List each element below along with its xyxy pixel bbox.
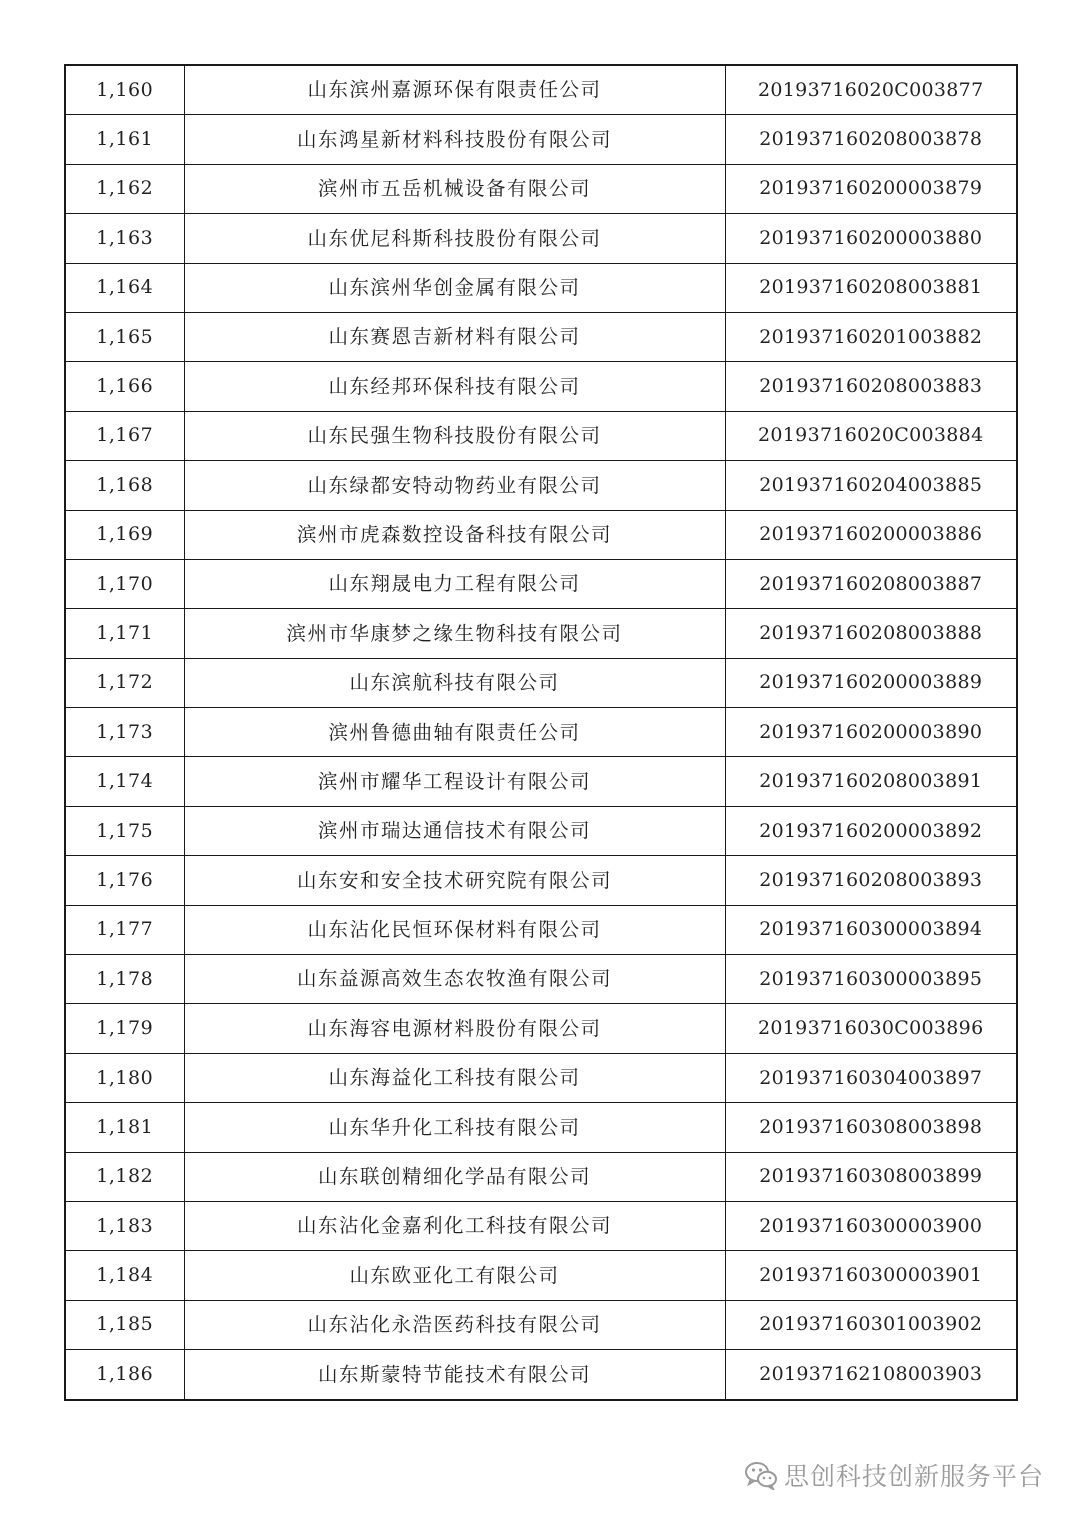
- table-row: [65, 65, 1017, 115]
- registration-code: 201937160200003879: [725, 164, 1017, 213]
- company-name: 滨州市瑞达通信技术有限公司: [184, 806, 725, 855]
- company-name: 山东沾化金嘉利化工科技有限公司: [184, 1201, 725, 1250]
- company-name: 山东滨州嘉源环保有限责任公司: [184, 65, 725, 115]
- registration-code: 201937160200003890: [725, 708, 1017, 757]
- table-row: [65, 806, 1017, 855]
- table-row: [65, 708, 1017, 757]
- registration-code: 201937160301003902: [725, 1300, 1017, 1349]
- registration-code: 201937160200003889: [725, 658, 1017, 707]
- table-row: [65, 263, 1017, 312]
- table-row: [65, 1152, 1017, 1201]
- table-row: [65, 559, 1017, 608]
- registration-code: 201937160208003881: [725, 263, 1017, 312]
- company-name: 山东联创精细化学品有限公司: [184, 1152, 725, 1201]
- row-index: 1,169: [65, 510, 184, 559]
- company-name: 山东沾化永浩医药科技有限公司: [184, 1300, 725, 1349]
- registration-code: 201937160208003883: [725, 362, 1017, 411]
- registration-code: 201937162108003903: [725, 1350, 1017, 1400]
- row-index: 1,184: [65, 1251, 184, 1300]
- table-row: [65, 1300, 1017, 1349]
- table-row: [65, 362, 1017, 411]
- company-name: 山东海益化工科技有限公司: [184, 1053, 725, 1102]
- row-index: 1,179: [65, 1004, 184, 1053]
- watermark: [744, 1457, 1044, 1493]
- registration-code: 201937160300003894: [725, 905, 1017, 954]
- registration-code: 201937160208003893: [725, 856, 1017, 905]
- company-name: 山东斯蒙特节能技术有限公司: [184, 1350, 725, 1400]
- table-row: [65, 905, 1017, 954]
- table-body: [65, 65, 1017, 1400]
- company-name: 山东欧亚化工有限公司: [184, 1251, 725, 1300]
- registration-code: 201937160204003885: [725, 461, 1017, 510]
- company-name: 滨州市五岳机械设备有限公司: [184, 164, 725, 213]
- row-index: 1,161: [65, 115, 184, 164]
- table-row: [65, 856, 1017, 905]
- company-name: 山东民强生物科技股份有限公司: [184, 411, 725, 460]
- registration-code: 20193716030C003896: [725, 1004, 1017, 1053]
- row-index: 1,180: [65, 1053, 184, 1102]
- row-index: 1,167: [65, 411, 184, 460]
- table-row: [65, 411, 1017, 460]
- registration-code: 201937160208003878: [725, 115, 1017, 164]
- registration-code: 201937160208003887: [725, 559, 1017, 608]
- registration-code: 201937160200003880: [725, 214, 1017, 263]
- row-index: 1,177: [65, 905, 184, 954]
- table-row: [65, 757, 1017, 806]
- registration-code: 201937160308003898: [725, 1103, 1017, 1152]
- registration-code: 201937160208003891: [725, 757, 1017, 806]
- company-name: 山东绿都安特动物药业有限公司: [184, 461, 725, 510]
- row-index: 1,181: [65, 1103, 184, 1152]
- registration-code: 201937160304003897: [725, 1053, 1017, 1102]
- row-index: 1,170: [65, 559, 184, 608]
- table-row: [65, 164, 1017, 213]
- company-name: 山东安和安全技术研究院有限公司: [184, 856, 725, 905]
- table-row: [65, 1201, 1017, 1250]
- company-name: 山东海容电源材料股份有限公司: [184, 1004, 725, 1053]
- row-index: 1,162: [65, 164, 184, 213]
- row-index: 1,160: [65, 65, 184, 115]
- row-index: 1,174: [65, 757, 184, 806]
- row-index: 1,168: [65, 461, 184, 510]
- row-index: 1,171: [65, 609, 184, 658]
- row-index: 1,176: [65, 856, 184, 905]
- row-index: 1,185: [65, 1300, 184, 1349]
- company-name: 山东赛恩吉新材料有限公司: [184, 312, 725, 361]
- table-row: [65, 1004, 1017, 1053]
- table-row: [65, 115, 1017, 164]
- row-index: 1,166: [65, 362, 184, 411]
- table-row: [65, 1251, 1017, 1300]
- registry-table: [64, 64, 1018, 1401]
- registration-code: 201937160308003899: [725, 1152, 1017, 1201]
- table-row: [65, 1053, 1017, 1102]
- row-index: 1,175: [65, 806, 184, 855]
- company-name: 滨州市耀华工程设计有限公司: [184, 757, 725, 806]
- company-name: 山东滨州华创金属有限公司: [184, 263, 725, 312]
- registration-code: 201937160300003900: [725, 1201, 1017, 1250]
- registration-code: 201937160208003888: [725, 609, 1017, 658]
- company-name: 山东鸿星新材料科技股份有限公司: [184, 115, 725, 164]
- watermark-text: 思创科技创新服务平台: [783, 1462, 1044, 1491]
- table-row: [65, 955, 1017, 1004]
- table-row: [65, 312, 1017, 361]
- company-name: 山东经邦环保科技有限公司: [184, 362, 725, 411]
- company-name: 山东益源高效生态农牧渔有限公司: [184, 955, 725, 1004]
- wechat-icon: [744, 1460, 778, 1490]
- table-row: [65, 1103, 1017, 1152]
- row-index: 1,164: [65, 263, 184, 312]
- row-index: 1,163: [65, 214, 184, 263]
- row-index: 1,172: [65, 658, 184, 707]
- table-row: [65, 214, 1017, 263]
- registration-code: 201937160201003882: [725, 312, 1017, 361]
- table-row: [65, 461, 1017, 510]
- row-index: 1,178: [65, 955, 184, 1004]
- registration-code: 201937160200003892: [725, 806, 1017, 855]
- table-row: [65, 510, 1017, 559]
- row-index: 1,182: [65, 1152, 184, 1201]
- company-name: 山东沾化民恒环保材料有限公司: [184, 905, 725, 954]
- table-row: [65, 658, 1017, 707]
- registration-code: 201937160300003895: [725, 955, 1017, 1004]
- registration-code: 201937160300003901: [725, 1251, 1017, 1300]
- registration-code: 201937160200003886: [725, 510, 1017, 559]
- company-name: 滨州鲁德曲轴有限责任公司: [184, 708, 725, 757]
- table-row: [65, 609, 1017, 658]
- company-name: 山东华升化工科技有限公司: [184, 1103, 725, 1152]
- row-index: 1,165: [65, 312, 184, 361]
- registration-code: 20193716020C003877: [725, 65, 1017, 115]
- table-row: [65, 1350, 1017, 1400]
- row-index: 1,173: [65, 708, 184, 757]
- row-index: 1,186: [65, 1350, 184, 1400]
- company-name: 山东优尼科斯科技股份有限公司: [184, 214, 725, 263]
- company-name: 山东翔晟电力工程有限公司: [184, 559, 725, 608]
- row-index: 1,183: [65, 1201, 184, 1250]
- company-name: 滨州市虎森数控设备科技有限公司: [184, 510, 725, 559]
- company-name: 滨州市华康梦之缘生物科技有限公司: [184, 609, 725, 658]
- registration-code: 20193716020C003884: [725, 411, 1017, 460]
- company-name: 山东滨航科技有限公司: [184, 658, 725, 707]
